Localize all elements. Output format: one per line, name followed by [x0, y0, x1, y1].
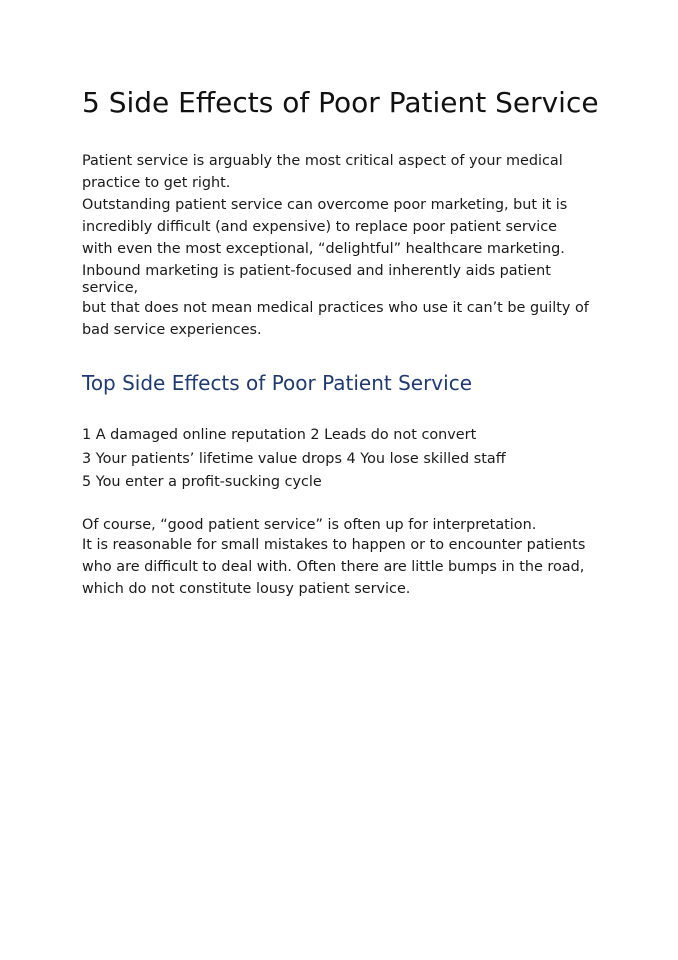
- paragraph-line: with even the most exceptional, “delightful” healthcare marketing.: [82, 241, 565, 257]
- paragraph-line: It is reasonable for small mistakes to happen or to encounter patients: [82, 537, 586, 553]
- side-effects-list: [82, 424, 602, 495]
- paragraph-line: bad service experiences.: [82, 322, 262, 338]
- paragraph-line: but that does not mean medical practices who use it can’t be guilty of: [82, 300, 589, 316]
- section-heading: Top Side Effects of Poor Patient Service: [82, 371, 472, 395]
- document-title: 5 Side Effects of Poor Patient Service: [82, 86, 599, 119]
- outstanding-service-paragraph: [82, 194, 602, 260]
- paragraph-line: incredibly difficult (and expensive) to replace poor patient service: [82, 219, 558, 235]
- list-item: 1 A damaged online reputation 2 Leads do not convert: [82, 427, 477, 443]
- paragraph-line: Outstanding patient service can overcome poor marketing, but it is: [82, 197, 568, 213]
- inbound-marketing-paragraph: [82, 263, 602, 341]
- paragraph-line: who are difficult to deal with. Often there are little bumps in the road,: [82, 559, 585, 575]
- paragraph-line: service,: [82, 280, 139, 296]
- paragraph-line: which do not constitute lousy patient service.: [82, 581, 411, 597]
- paragraph-line: Inbound marketing is patient-focused and inherently aids patient: [82, 263, 551, 279]
- closing-paragraph: [82, 517, 602, 600]
- intro-line: Patient service is arguably the most critical aspect of your medical: [82, 153, 563, 169]
- intro-line: practice to get right.: [82, 175, 231, 191]
- intro-paragraph: [82, 150, 602, 194]
- list-item: 3 Your patients’ lifetime value drops 4 You lose skilled staff: [82, 450, 506, 467]
- paragraph-line: Of course, “good patient service” is often up for interpretation.: [82, 517, 537, 533]
- list-item: 5 You enter a profit-sucking cycle: [82, 474, 322, 490]
